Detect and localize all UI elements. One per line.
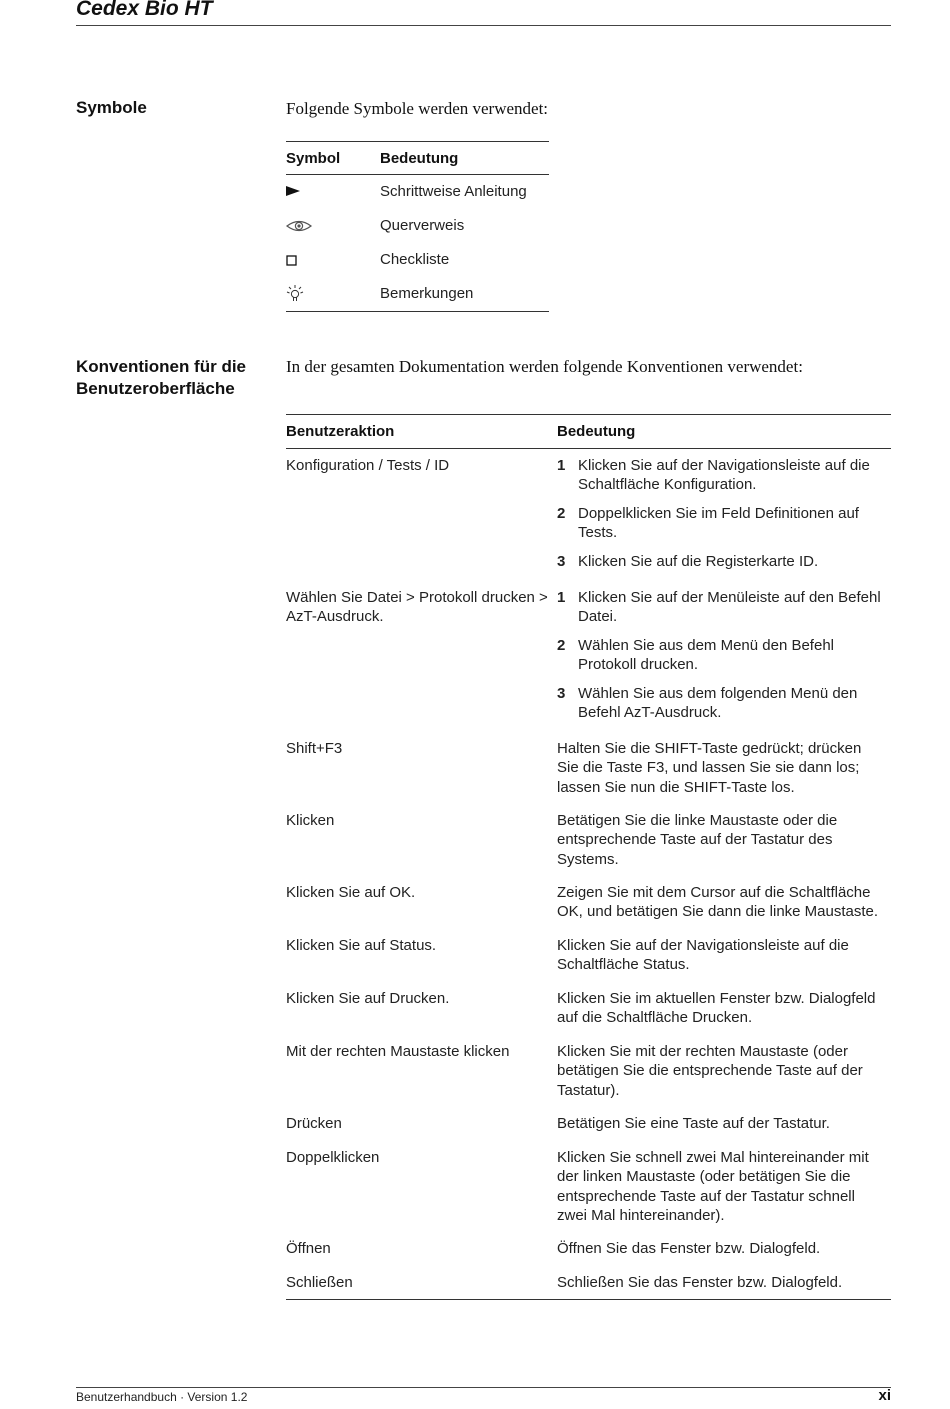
symbol-row <box>286 277 549 311</box>
symbol-row <box>286 175 549 209</box>
step-item <box>557 504 887 543</box>
meaning-cell: Halten Sie die SHIFT-Taste gedrückt; drücken Sie die Taste F3, und lassen Sie sie dann los; lassen Sie nun die SHIFT-Taste los. <box>557 740 862 796</box>
symbol-meaning: Schrittweise Anleitung <box>380 183 527 200</box>
footer-divider <box>76 1387 891 1388</box>
step-number: 3 <box>557 553 566 571</box>
column-header-meaning: Bedeutung <box>380 150 459 167</box>
step-item <box>557 456 887 495</box>
table-header <box>286 415 891 449</box>
action-cell: Klicken Sie auf Status. <box>286 937 437 954</box>
meaning-cell <box>557 588 887 732</box>
step-text: Wählen Sie aus dem Menü den Befehl Protokoll drucken. <box>578 637 834 674</box>
action-cell: Konfiguration / Tests / ID <box>286 457 450 474</box>
meaning-cell: Klicken Sie im aktuellen Fenster bzw. Dialogfeld auf die Schaltfläche Drucken. <box>557 990 876 1027</box>
action-cell: Klicken Sie auf OK. <box>286 884 416 901</box>
conventions-section-label <box>76 356 276 400</box>
document-title: Cedex Bio HT <box>76 0 213 20</box>
meaning-cell <box>557 456 887 581</box>
step-text: Klicken Sie auf der Menüleiste auf den Befehl Datei. <box>578 589 881 626</box>
conventions-label-line2: Benutzeroberfläche <box>76 379 235 398</box>
meaning-cell: Betätigen Sie die linke Maustaste oder die entsprechende Taste auf der Tastatur des Systems. <box>557 812 838 868</box>
action-cell: Klicken Sie auf Drucken. <box>286 990 450 1007</box>
meaning-cell: Klicken Sie mit der rechten Maustaste (oder betätigen Sie die entsprechende Taste auf der Tastatur). <box>557 1043 863 1099</box>
column-header-meaning: Bedeutung <box>557 423 636 440</box>
action-cell: Drücken <box>286 1115 342 1132</box>
action-cell: Klicken <box>286 812 335 829</box>
meaning-cell: Öffnen Sie das Fenster bzw. Dialogfeld. <box>557 1240 821 1257</box>
column-header-symbol: Symbol <box>286 150 341 167</box>
symbol-meaning: Querverweis <box>380 217 465 234</box>
action-cell: Öffnen <box>286 1240 331 1257</box>
step-text: Klicken Sie auf der Navigationsleiste auf die Schaltfläche Konfiguration. <box>578 457 870 494</box>
meaning-cell: Zeigen Sie mit dem Cursor auf die Schaltfläche OK, und betätigen Sie dann die linke Maustaste. <box>557 884 879 921</box>
step-number: 2 <box>557 637 566 655</box>
page-number: xi <box>878 1387 891 1404</box>
conventions-label-line1: Konventionen für die <box>76 357 246 376</box>
action-cell: Schließen <box>286 1274 353 1291</box>
symbols-section-label: Symbole <box>76 98 147 117</box>
conventions-intro: In der gesamten Dokumentation werden folgende Konventionen verwendet: <box>286 357 803 376</box>
step-number: 3 <box>557 685 566 703</box>
conventions-table <box>286 414 891 1291</box>
lightbulb-icon <box>286 285 312 303</box>
step-text: Doppelklicken Sie im Feld Definitionen auf Tests. <box>578 505 859 542</box>
symbols-intro: Folgende Symbole werden verwendet: <box>286 99 549 118</box>
meaning-cell: Klicken Sie auf der Navigationsleiste auf die Schaltfläche Status. <box>557 937 849 974</box>
meaning-cell: Klicken Sie schnell zwei Mal hintereinander mit der linken Maustaste (oder betätigen Sie die entsprechende Taste auf der Tastatur schnell zwei Mal hintereinander). <box>557 1149 869 1224</box>
step-number: 1 <box>557 457 566 474</box>
step-item <box>557 552 887 571</box>
symbols-table <box>286 141 549 312</box>
table-rule <box>286 1299 891 1300</box>
action-cell: Wählen Sie Datei > Protokoll drucken > AzT-Ausdruck. <box>286 589 548 626</box>
step-number: 1 <box>557 589 566 606</box>
step-text: Wählen Sie aus dem folgenden Menü den Befehl AzT-Ausdruck. <box>578 685 858 722</box>
symbol-row <box>286 209 549 243</box>
checkbox-icon <box>286 251 312 269</box>
column-header-action: Benutzeraktion <box>286 423 395 440</box>
step-number: 2 <box>557 505 566 523</box>
table-header <box>286 142 549 174</box>
symbol-meaning: Bemerkungen <box>380 285 474 302</box>
meaning-cell: Schließen Sie das Fenster bzw. Dialogfeld. <box>557 1274 843 1291</box>
step-item <box>557 636 887 675</box>
action-cell: Doppelklicken <box>286 1149 380 1166</box>
action-cell: Mit der rechten Maustaste klicken <box>286 1043 510 1060</box>
header-divider <box>76 25 891 26</box>
footer-manual-version: Benutzerhandbuch · Version 1.2 <box>76 1390 248 1404</box>
step-text: Klicken Sie auf die Registerkarte ID. <box>578 553 819 571</box>
arrow-right-icon <box>286 183 312 201</box>
table-rule <box>286 311 549 312</box>
symbol-row <box>286 243 549 277</box>
symbol-meaning: Checkliste <box>380 251 450 268</box>
step-item <box>557 684 887 723</box>
meaning-cell: Betätigen Sie eine Taste auf der Tastatur. <box>557 1115 830 1132</box>
eye-icon <box>286 217 312 235</box>
step-item <box>557 588 887 627</box>
action-cell: Shift+F3 <box>286 740 343 757</box>
